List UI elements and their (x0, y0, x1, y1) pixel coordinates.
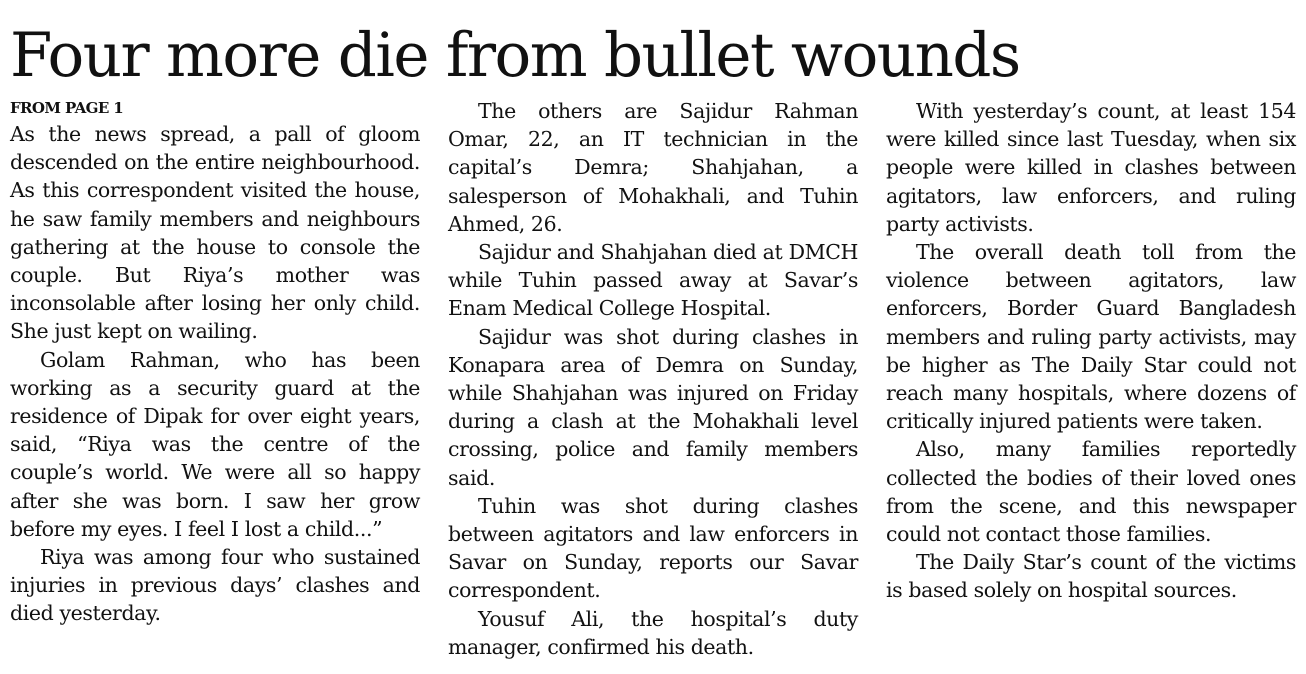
column-2-paragraph-4: Tuhin was shot during clashes between agitators and law enforcers in Savar on Sunday, reports our Savar correspondent. (448, 493, 858, 603)
article-column-3 (886, 97, 1296, 605)
column-3-paragraph-2: The overall death toll from the violence between agitators, law enforcers, Border Guard Bangladesh members and ruling party activists, may be higher as The Daily Star could not reach many hospitals, where dozens of critically injured patients were taken. (886, 240, 1296, 434)
column-2-paragraph-3: Sajidur was shot during clashes in Konapara area of Demra on Sunday, while Shahjahan was injured on Friday during a clash at the Mohakhali level crossing, police and family members said. (448, 324, 858, 490)
jump-label: FROM PAGE 1 (10, 99, 124, 117)
column-1-paragraph-1: As the news spread, a pall of gloom descended on the entire neighbourhood. As this correspondent visited the house, he saw family members and neighbours gathering at the house to console the couple. But Riya’s mother was inconsolable after losing her only child. She just kept on wailing. (10, 122, 420, 344)
headline: Four more die from bullet wounds (10, 20, 1020, 91)
column-2-paragraph-2: Sajidur and Shahjahan died at DMCH while Tuhin passed away at Savar’s Enam Medical College Hospital. (448, 240, 858, 321)
column-2-paragraph-1: The others are Sajidur Rahman Omar, 22, an IT technician in the capital’s Demra; Shahjahan, a salesperson of Mohakhali, and Tuhin Ahmed, 26. (448, 99, 858, 236)
column-3-paragraph-1: With yesterday’s count, at least 154 were killed since last Tuesday, when six people were killed in clashes between agitators, law enforcers, and ruling party activists. (886, 99, 1296, 236)
column-1-paragraph-3: Riya was among four who sustained injuries in previous days’ clashes and died yesterday. (10, 545, 420, 626)
column-2-paragraph-5: Yousuf Ali, the hospital’s duty manager, confirmed his death. (448, 606, 858, 659)
article-column-1 (10, 120, 420, 628)
column-3-paragraph-4: The Daily Star’s count of the victims is based solely on hospital sources. (886, 550, 1296, 603)
column-1-paragraph-2: Golam Rahman, who has been working as a security guard at the residence of Dipak for over eight years, said, “Riya was the centre of the couple’s world. We were all so happy after she was born. I saw her grow before my eyes. I feel I lost a child...” (10, 347, 420, 541)
article-column-2 (448, 97, 858, 661)
column-3-paragraph-3: Also, many families reportedly collected the bodies of their loved ones from the scene, and this newspaper could not contact those families. (886, 437, 1296, 547)
